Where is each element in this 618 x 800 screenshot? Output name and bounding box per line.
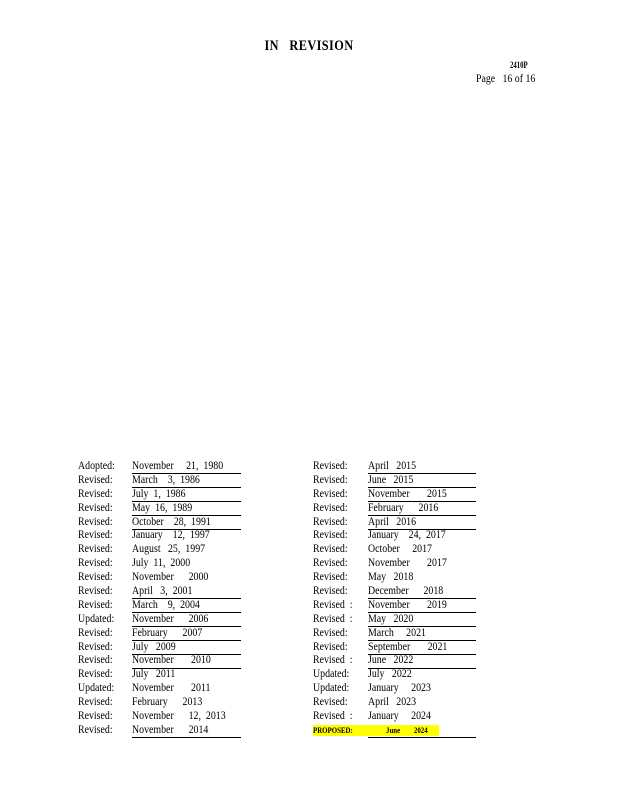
history-date-text: November 2011 bbox=[132, 682, 211, 695]
history-label: Revised: bbox=[78, 543, 113, 556]
history-label: Adopted: bbox=[78, 460, 115, 472]
history-date bbox=[132, 682, 241, 695]
history-date-text: July 2022 bbox=[368, 668, 412, 681]
proposed-date bbox=[368, 724, 476, 738]
history-date-text: January 2024 bbox=[368, 710, 431, 723]
history-label: Revised: bbox=[78, 696, 113, 709]
history-date-text: February 2016 bbox=[368, 501, 439, 514]
history-label: Revised: bbox=[313, 557, 348, 570]
history-date-text: April 3, 2001 bbox=[132, 585, 193, 598]
history-date-text: November 2015 bbox=[368, 487, 447, 500]
history-date-text: January 2023 bbox=[368, 682, 431, 695]
history-date-text: December 2018 bbox=[368, 585, 444, 598]
history-label: Revised : bbox=[313, 598, 353, 611]
history-date bbox=[368, 529, 476, 542]
history-date-text: November 2017 bbox=[368, 557, 447, 570]
history-date-text: November 12, 2013 bbox=[132, 710, 226, 723]
history-label: Revised: bbox=[78, 487, 113, 500]
history-date bbox=[368, 516, 476, 530]
history-date bbox=[368, 682, 476, 695]
history-label: Revised: bbox=[78, 598, 113, 611]
history-date bbox=[368, 474, 476, 488]
history-date bbox=[368, 599, 476, 613]
history-date-text: July 1, 1986 bbox=[132, 487, 186, 500]
policy-code: 2410P bbox=[510, 60, 528, 70]
history-label: Updated: bbox=[78, 612, 115, 625]
history-date-text: June 2015 bbox=[368, 473, 414, 486]
history-date bbox=[132, 585, 241, 599]
history-date-text: February 2013 bbox=[132, 696, 203, 709]
history-date-text: March 9, 2004 bbox=[132, 598, 200, 611]
history-date bbox=[132, 557, 241, 570]
history-date bbox=[132, 474, 241, 488]
history-label: Revised: bbox=[313, 585, 348, 598]
history-label: Revised: bbox=[78, 529, 113, 542]
history-label: Revised : bbox=[313, 612, 353, 625]
history-date bbox=[132, 696, 241, 709]
history-date bbox=[368, 654, 476, 668]
history-label: Revised: bbox=[313, 696, 348, 709]
history-label: Revised : bbox=[313, 654, 353, 667]
history-date bbox=[368, 488, 476, 502]
history-date-text: April 2016 bbox=[368, 515, 417, 528]
history-date bbox=[132, 668, 241, 681]
history-date bbox=[132, 641, 241, 655]
history-date-text: September 2021 bbox=[368, 640, 448, 653]
history-date-text: July 2011 bbox=[132, 668, 176, 681]
history-date-text: August 25, 1997 bbox=[132, 543, 206, 556]
history-date-text: June 2022 bbox=[368, 654, 414, 667]
history-date bbox=[368, 543, 476, 556]
history-date-text: October 28, 1991 bbox=[132, 515, 211, 528]
document-title: IN REVISION bbox=[264, 38, 354, 54]
history-date bbox=[368, 613, 476, 627]
history-label: Revised: bbox=[78, 668, 113, 681]
history-date-text: January 12, 1997 bbox=[132, 529, 210, 542]
proposed-label: PROPOSED: bbox=[313, 725, 353, 735]
history-date bbox=[368, 557, 476, 570]
history-date bbox=[132, 460, 241, 474]
history-label: Revised: bbox=[78, 723, 113, 736]
history-label: Revised: bbox=[78, 640, 113, 653]
history-label: Updated: bbox=[78, 682, 115, 695]
history-date-text: February 2007 bbox=[132, 626, 203, 639]
history-date-text: April 2023 bbox=[368, 696, 417, 709]
history-label: Revised: bbox=[313, 501, 348, 514]
history-date bbox=[132, 502, 241, 516]
history-label: Revised: bbox=[313, 529, 348, 542]
history-label: Revised: bbox=[313, 487, 348, 500]
history-date-text: November 2019 bbox=[368, 598, 447, 611]
history-date-text: May 2018 bbox=[368, 571, 414, 584]
history-date bbox=[132, 724, 241, 738]
history-date bbox=[368, 585, 476, 599]
history-label: Updated: bbox=[313, 682, 350, 695]
history-date bbox=[132, 516, 241, 530]
history-label: Revised: bbox=[313, 473, 348, 486]
history-label: Revised: bbox=[313, 571, 348, 584]
history-date bbox=[368, 696, 476, 709]
history-date-text: January 24, 2017 bbox=[368, 529, 446, 542]
history-date-text: July 11, 2000 bbox=[132, 557, 191, 570]
history-date bbox=[132, 599, 241, 613]
history-label: Updated: bbox=[313, 668, 350, 681]
history-date-text: May 16, 1989 bbox=[132, 501, 193, 514]
history-label: Revised: bbox=[313, 460, 348, 472]
history-date bbox=[132, 543, 241, 556]
history-label: Revised: bbox=[78, 557, 113, 570]
history-label: Revised: bbox=[78, 571, 113, 584]
proposed-date-text: June 2024 bbox=[386, 725, 428, 735]
history-date bbox=[368, 571, 476, 584]
history-date bbox=[132, 529, 241, 542]
history-label: Revised : bbox=[313, 710, 353, 723]
history-label: Revised: bbox=[313, 543, 348, 556]
history-date-text: November 2000 bbox=[132, 571, 209, 584]
history-label: Revised: bbox=[78, 585, 113, 598]
history-date-text: July 2009 bbox=[132, 640, 176, 653]
history-date bbox=[132, 654, 241, 668]
page-label: Page bbox=[476, 71, 496, 85]
page-of: 16 of 16 bbox=[502, 71, 536, 85]
history-label: Revised: bbox=[313, 515, 348, 528]
history-date-text: April 2015 bbox=[368, 460, 417, 472]
history-date bbox=[368, 502, 476, 516]
history-label: Revised: bbox=[78, 710, 113, 723]
history-date-text: November 2010 bbox=[132, 654, 211, 667]
history-date-text: May 2020 bbox=[368, 612, 414, 625]
page-number bbox=[476, 71, 535, 86]
history-date-text: March 2021 bbox=[368, 626, 426, 639]
history-date bbox=[132, 488, 241, 502]
history-date-text: October 2017 bbox=[368, 543, 433, 556]
history-date bbox=[368, 460, 476, 474]
history-date bbox=[368, 668, 476, 681]
history-date bbox=[132, 710, 241, 723]
history-date bbox=[132, 613, 241, 627]
history-label: Revised: bbox=[78, 501, 113, 514]
history-date bbox=[368, 627, 476, 641]
history-label: Revised: bbox=[313, 640, 348, 653]
history-label: Revised: bbox=[78, 515, 113, 528]
history-date bbox=[368, 641, 476, 655]
history-label: Revised: bbox=[313, 626, 348, 639]
history-date bbox=[368, 710, 476, 723]
history-label: Revised: bbox=[78, 626, 113, 639]
history-label: Revised: bbox=[78, 473, 113, 486]
history-label: Revised: bbox=[78, 654, 113, 667]
history-date-text: November 2014 bbox=[132, 723, 209, 736]
history-date-text: November 21, 1980 bbox=[132, 460, 224, 472]
history-date bbox=[132, 627, 241, 641]
history-date bbox=[132, 571, 241, 584]
history-date-text: November 2006 bbox=[132, 612, 209, 625]
history-date-text: March 3, 1986 bbox=[132, 473, 200, 486]
